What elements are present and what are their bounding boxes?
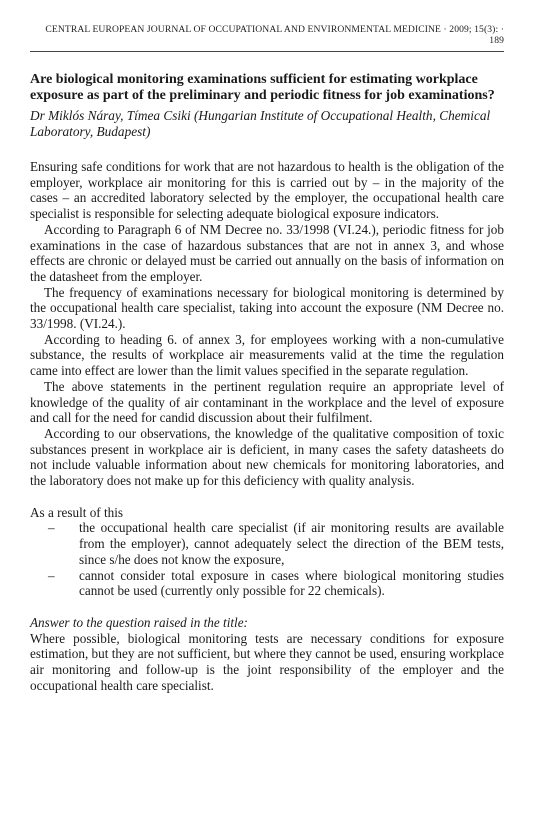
section-gap [30,489,504,505]
answer-text: Where possible, biological monitoring tests are necessary conditions for exposure estimation, but they are not sufficient, but where they cannot be used, ensuring workplace air monitoring and follow-up is the joint responsibility of the employer and the occupational health care specialist. [30,630,504,693]
body-paragraph-2: According to Paragraph 6 of NM Decree no. 33/1998 (VI.24.), periodic fitness for job examinations in the case of hazardous substances that are not in annex 3, and whose effects are chronic or delayed must be carried out annually on the basis of information on the datasheet from the employer. [30,221,504,284]
dash-bullet: – [48,567,55,583]
result-item [30,520,504,567]
result-item-text: cannot consider total exposure in cases where biological monitoring studies cannot be used (currently only possible for 22 chemicals). [79,567,504,599]
article-authors: Dr Miklós Náray, Tímea Csiki (Hungarian Institute of Occupational Health, Chemical Laboratory, Budapest) [30,108,491,139]
body-paragraph-3: The frequency of examinations necessary for biological monitoring is determined by the occupational health care specialist, taking into account the exposure (NM Decree no. 33/1998. (VI.24.). [30,284,504,332]
result-item-text: the occupational health care specialist (if air monitoring results are available from the employer), cannot adequately select the direction of the BEM tests, since s/he does not know the exposure, [79,520,504,567]
article-title: Are biological monitoring examinations sufficient for estimating workplace exposure as part of the preliminary and periodic fitness for job examinations? [30,72,495,103]
article-body [30,159,504,694]
journal-page [30,24,504,694]
result-item [30,568,504,599]
running-header: CENTRAL EUROPEAN JOURNAL OF OCCUPATIONAL AND ENVIRONMENTAL MEDICINE · 2009; 15(3): · 189 [30,24,504,52]
result-list [30,520,504,599]
section-gap [30,599,504,615]
dash-bullet: – [48,520,55,536]
body-paragraph-5: The above statements in the pertinent regulation require an appropriate level of knowledge of the quality of air contaminant in the workplace and the level of exposure and call for the need for candid discussion about their fulfilment. [30,378,504,426]
body-paragraph-1: Ensuring safe conditions for work that are not hazardous to health is the obligation of the employer, workplace air monitoring for this is carried out by – in the majority of the cases – an accredited laboratory selected by the employer, the occupational health care specialist is responsible for selecting adequate biological exposure indicators. [30,159,504,222]
answer-heading: Answer to the question raised in the title: [30,614,248,630]
body-paragraph-4: According to heading 6. of annex 3, for employees working with a non-cumulative substance, the results of workplace air measurements valid at the time the regulation came into effect are lower than the limit values specified in the separate regulation. [30,331,504,379]
body-paragraph-6: According to our observations, the knowledge of the qualitative composition of toxic substances present in workplace air is deficient, in many cases the safety datasheets do not include valuable information about new chemicals for monitoring laboratories, and the laboratory does not make up for this deficiency with quality analysis. [30,425,504,489]
result-intro: As a result of this [30,504,124,520]
